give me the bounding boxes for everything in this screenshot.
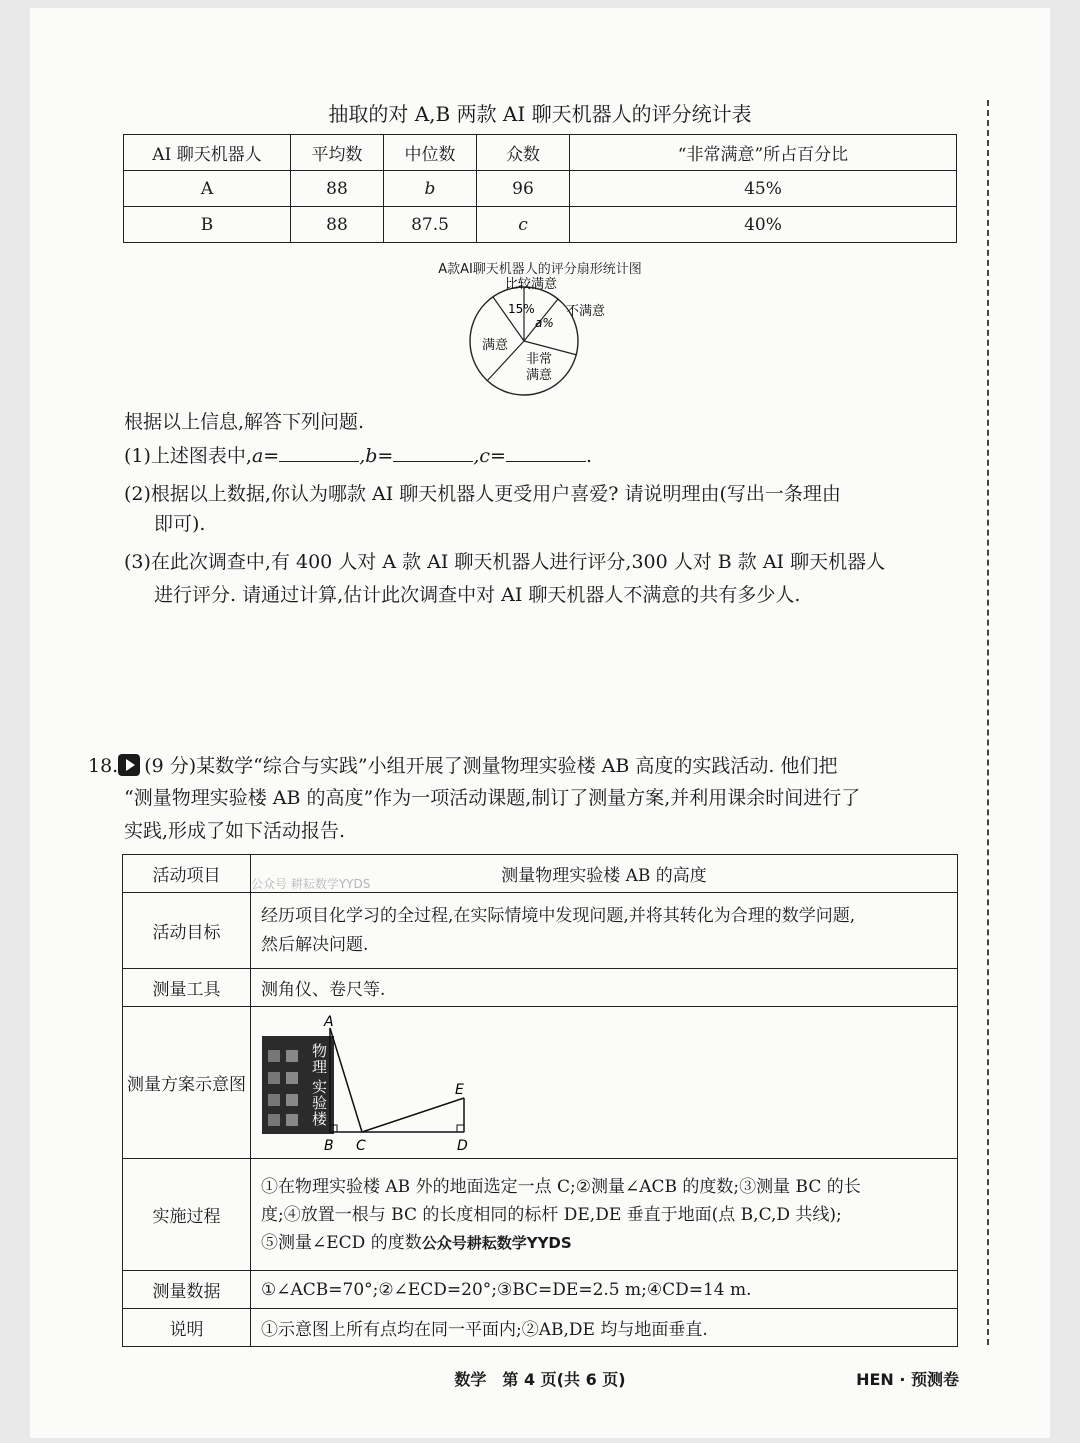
watermark: 公众号耕耘数学YYDS [421, 1233, 572, 1252]
q1-end: . [585, 445, 592, 467]
building-char: 理 [312, 1057, 328, 1076]
building-char: 实 [312, 1077, 328, 1096]
table-row [123, 1271, 958, 1309]
row-label: 活动目标 [123, 893, 251, 969]
window [286, 1050, 298, 1062]
table-row [123, 969, 958, 1007]
process-step-5: ⑤测量∠ECD 的度数 [261, 1232, 422, 1253]
pie-label: 非常 [526, 352, 553, 367]
q1-b-label: ,b= [359, 445, 394, 467]
table-cell: 88 [291, 171, 384, 207]
pie-chart [460, 275, 620, 405]
problem-18-line3: 实践,形成了如下活动报告. [124, 820, 346, 842]
page-footer: 数学 第 4 页(共 6 页) [454, 1370, 626, 1389]
building-char: 楼 [312, 1109, 328, 1128]
question-2-line2: 即可). [154, 513, 206, 535]
table-row [123, 893, 958, 969]
activity-report-table [122, 854, 958, 1347]
row-value: ①∠ACB=70°;②∠ECD=20°;③BC=DE=2.5 m;④CD=14 m. [251, 1271, 958, 1309]
problem-number: 18. [88, 755, 119, 777]
building-char: 验 [312, 1093, 328, 1112]
pie-label: 满意 [526, 368, 553, 383]
table-header-row [124, 135, 957, 171]
answer-blank-a [279, 443, 359, 462]
answer-blank-c [506, 443, 586, 462]
point-label-b: B [324, 1137, 334, 1154]
table-cell: b [384, 171, 477, 207]
table-cell: c [477, 207, 570, 243]
window [268, 1050, 280, 1062]
building-char: 物 [312, 1041, 328, 1060]
binding-dash-line [987, 100, 989, 1345]
row-value: 测角仪、卷尺等. [251, 969, 958, 1007]
question-intro: 根据以上信息,解答下列问题. [124, 411, 365, 433]
window [268, 1114, 280, 1126]
table-row [123, 1309, 958, 1347]
table-row [123, 1007, 958, 1159]
q1-a-label: a= [251, 445, 280, 467]
question-2-line1: (2)根据以上数据,你认为哪款 AI 聊天机器人更受用户喜爱? 请说明理由(写出一条理由 [124, 483, 841, 505]
pie-label: 不满意 [566, 304, 606, 319]
table-row [123, 1159, 958, 1271]
process-line-2: 度;④放置一根与 BC 的长度相同的标杆 DE,DE 垂直于地面(点 B,C,D 共线); [261, 1204, 842, 1225]
row-label: 实施过程 [123, 1159, 251, 1271]
point-label-c: C [356, 1137, 366, 1154]
question-3-line2: 进行评分. 请通过计算,估计此次调查中对 AI 聊天机器人不满意的共有多少人. [154, 584, 801, 606]
table-cell: 87.5 [384, 207, 477, 243]
play-video-icon[interactable] [118, 754, 140, 776]
right-angle-d [457, 1125, 464, 1132]
problem-18-line2: “测量物理实验楼 AB 的高度”作为一项活动课题,制订了测量方案,并利用课余时间进行了 [124, 787, 861, 809]
table-title: 抽取的对 A,B 两款 AI 聊天机器人的评分统计表 [328, 102, 752, 126]
process-line-3 [261, 1229, 947, 1257]
goal-line-1: 经历项目化学习的全过程,在实际情境中发现问题,并将其转化为合理的数学问题, [261, 905, 856, 926]
table-cell: 88 [291, 207, 384, 243]
row-label: 说明 [123, 1309, 251, 1347]
process-line-1: ①在物理实验楼 AB 外的地面选定一点 C;②测量∠ACB 的度数;③测量 BC 的长 [261, 1176, 861, 1197]
table-cell: B [124, 207, 291, 243]
table-cell: A [124, 171, 291, 207]
row-label: 测量数据 [123, 1271, 251, 1309]
question-3-line1: (3)在此次调查中,有 400 人对 A 款 AI 聊天机器人进行评分,300 人对 B 款 AI 聊天机器人 [124, 551, 886, 573]
window [286, 1094, 298, 1106]
segment-ac [330, 1028, 362, 1132]
row-value [251, 855, 958, 893]
window [268, 1072, 280, 1084]
q1-prefix: (1)上述图表中, [124, 445, 252, 467]
table-row [123, 855, 958, 893]
row-value [251, 1159, 958, 1271]
activity-item-text: 测量物理实验楼 AB 的高度 [501, 866, 707, 886]
header-cell: 平均数 [291, 135, 384, 171]
question-1 [124, 441, 592, 471]
point-label-e: E [455, 1081, 464, 1098]
pie-label: 满意 [482, 338, 509, 353]
row-label: 测量方案示意图 [123, 1007, 251, 1159]
header-cell: AI 聊天机器人 [124, 135, 291, 171]
table-cell: 40% [570, 207, 957, 243]
row-label: 测量工具 [123, 969, 251, 1007]
answer-blank-b [393, 443, 473, 462]
pie-pct-label: 15% [508, 302, 535, 316]
row-label: 活动项目 [123, 855, 251, 893]
point-label-a: A [324, 1013, 334, 1030]
row-value: ①示意图上所有点均在同一平面内;②AB,DE 均与地面垂直. [251, 1309, 958, 1347]
measurement-diagram [259, 1010, 499, 1156]
q1-c-label: ,c= [473, 445, 506, 467]
problem-text: (9 分)某数学“综合与实践”小组开展了测量物理实验楼 AB 高度的实践活动. 他们把 [144, 755, 838, 777]
header-cell: 中位数 [384, 135, 477, 171]
window [286, 1114, 298, 1126]
diagram-cell [251, 1007, 958, 1159]
segment-ce [362, 1098, 464, 1132]
goal-line-2: 然后解决问题. [261, 934, 369, 955]
window [286, 1072, 298, 1084]
problem-18-line1 [88, 751, 837, 781]
pie-pct-label: a% [535, 316, 554, 330]
window [268, 1094, 280, 1106]
header-cell: “非常满意”所占百分比 [570, 135, 957, 171]
table-row [124, 207, 957, 243]
watermark: 公众号 耕耘数学YYDS [251, 877, 371, 891]
pie-chart-title: A款AI聊天机器人的评分扇形统计图 [438, 262, 642, 277]
row-value [251, 893, 958, 969]
score-table [123, 134, 957, 243]
pie-label: 比较满意 [505, 277, 558, 292]
table-cell: 45% [570, 171, 957, 207]
table-cell: 96 [477, 171, 570, 207]
table-row [124, 171, 957, 207]
point-label-d: D [457, 1137, 468, 1154]
exam-tag: HEN · 预测卷 [856, 1370, 959, 1389]
header-cell: 众数 [477, 135, 570, 171]
